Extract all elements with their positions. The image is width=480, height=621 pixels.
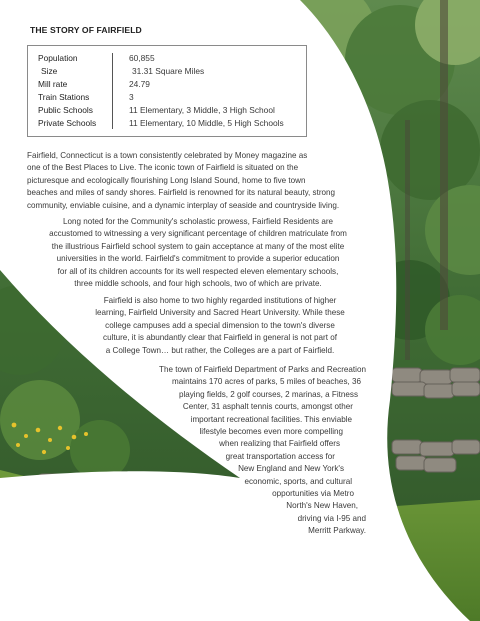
page-title: THE STORY OF FAIRFIELD (30, 25, 142, 35)
intro-paragraph (27, 150, 339, 212)
text-line: a College Town… but rather, the Colleges are a part of Fairfield. (105, 345, 335, 355)
facts-row (28, 77, 308, 91)
text-line: important recreational facilities. This enviable (190, 414, 352, 424)
text-line: three middle schools, and four high schools, two of which are private. (74, 279, 322, 289)
text-line: the illustrious Fairfield school system to gain acceptance at many of the most elite (51, 241, 345, 251)
fact-label: Public Schools (38, 105, 93, 115)
facts-row (28, 116, 308, 130)
facts-row (28, 51, 308, 65)
education-paragraph (20, 216, 376, 290)
text-line: great transportation access for (225, 451, 335, 461)
recreation-paragraph (110, 364, 380, 538)
text-line: maintains 170 acres of parks, 5 miles of beaches, 36 (172, 377, 361, 387)
text-line: North's New Haven, (286, 501, 358, 511)
fact-label: Private Schools (38, 118, 97, 128)
text-line: for all of its children accounts for its well respected eleven elementary schools, (57, 266, 339, 276)
facts-row (28, 90, 308, 104)
text-line: playing fields, 2 golf courses, 2 marinas, a Fitness (178, 389, 358, 399)
fact-value: 24.79 (129, 79, 150, 89)
text-line: economic, sports, and cultural (244, 476, 352, 486)
text-line: picturesque and ecologically flourishing Long Island Sound, home to five town (27, 175, 306, 185)
text-line: The town of Fairfield Department of Parks and Recreation (159, 365, 366, 374)
text-line: universities in the world. Fairfield's commitment to provide a superior education (56, 254, 340, 264)
fact-value: 11 Elementary, 3 Middle, 3 High School (129, 105, 275, 115)
fact-label: Mill rate (38, 79, 68, 89)
facts-row (28, 64, 308, 78)
text-line: Long noted for the Community's scholastic prowess, Fairfield Residents are (62, 217, 334, 226)
fact-value: 60,855 (129, 53, 155, 63)
text-line: driving via I-95 and (297, 513, 366, 523)
text-line: accustomed to witnessing a very significant percentage of children matriculate from (49, 229, 347, 239)
fact-value: 31.31 Square Miles (132, 66, 205, 76)
text-line: Fairfield, Connecticut is a town consistently celebrated by Money magazine as (27, 151, 308, 160)
text-line: when realizing that Fairfield offers (219, 439, 340, 449)
text-line: learning, Fairfield University and Sacred Heart University. While these (95, 308, 345, 318)
text-line: lifestyle becomes even more compelling (199, 427, 343, 437)
text-line: Fairfield is also home to two highly regarded institutions of higher (103, 296, 337, 305)
fact-label: Train Stations (38, 92, 90, 102)
facts-table (27, 45, 307, 137)
text-line: opportunities via Metro (272, 489, 354, 499)
fact-label: Size (41, 66, 58, 76)
text-line: culture, it is abundantly clear that Fairfield in general is not part of (103, 333, 337, 343)
fact-label: Population (38, 53, 78, 63)
text-line: Center, 31 asphalt tennis courts, amongst other (182, 402, 353, 412)
text-line: Merritt Parkway. (308, 526, 366, 536)
fact-value: 3 (129, 92, 134, 102)
facts-row (28, 103, 308, 117)
text-line: New England and New York's (238, 464, 344, 474)
text-line: beaches and miles of sandy shores. Fairfield is renowned for its natural beauty, strong (27, 188, 336, 198)
text-line: college campuses add a special dimension to the town's diverse (105, 320, 335, 330)
universities-paragraph (56, 295, 384, 357)
text-line: community, enviable cuisine, and a dynamic interplay of seaside and countryside living. (27, 200, 340, 210)
fact-value: 11 Elementary, 10 Middle, 5 High Schools (129, 118, 284, 128)
text-line: one of the Best Places to Live. The iconic town of Fairfield is situated on the (27, 163, 299, 173)
